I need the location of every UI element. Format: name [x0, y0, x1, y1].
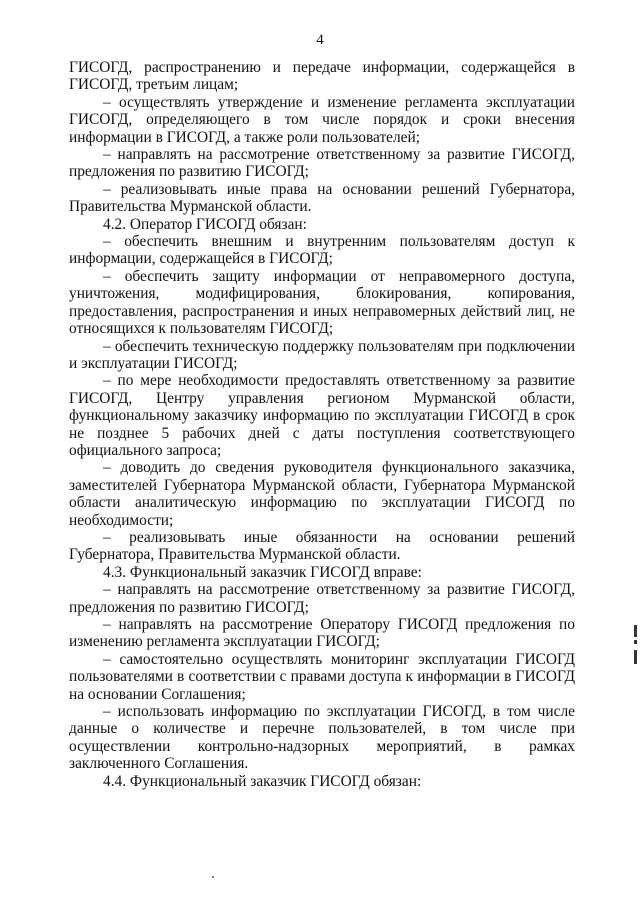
list-item: – доводить до сведения руководителя функционального заказчика, заместителей Губернатора Мурманской области, Губернатора Мурманской области аналитическую информацию по эксплуатации ГИСОГД по необходимости; [69, 459, 575, 529]
list-item: – использовать информацию по эксплуатации ГИСОГД, в том числе данные о количестве и перечне пользователей, в том числе при осуществлении контрольно-надзорных мероприятий, в рамках заключенного Соглашения. [69, 703, 575, 773]
list-item: – обеспечить внешним и внутренним пользователям доступ к информации, содержащейся в ГИСОГД; [69, 233, 575, 268]
section-heading-4-2: 4.2. Оператор ГИСОГД обязан: [103, 215, 307, 233]
page-number: 4 [316, 32, 324, 48]
list-item: – по мере необходимости предоставлять ответственному за развитие ГИСОГД, Центру управления регионом Мурманской области, функциональному заказчику информацию по эксплуатации ГИСОГД в срок не позднее 5 рабочих дней с даты поступления соответствующего официального запроса; [69, 372, 575, 459]
list-item: – направлять на рассмотрение ответственному за развитие ГИСОГД, предложения по развитию ГИСОГД; [69, 581, 575, 616]
scan-edge-mark [634, 625, 637, 637]
list-item: – обеспечить техническую поддержку пользователям при подключении и эксплуатации ГИСОГД; [69, 337, 575, 372]
list-item: – самостоятельно осуществлять мониторинг эксплуатации ГИСОГД пользователями в соответствии с правами доступа к информации в ГИСОГД на основании Соглашения; [69, 650, 575, 703]
scan-speck [212, 876, 214, 878]
list-item: – направлять на рассмотрение ответственному за развитие ГИСОГД, предложения по развитию ГИСОГД; [69, 146, 575, 181]
list-item: – обеспечить защиту информации от неправомерного доступа, уничтожения, модифицирования, блокирования, копирования, предоставления, распространения и иных неправомерных действий лиц, не относящихся к пользователям ГИСОГД; [69, 267, 575, 338]
document-body [69, 59, 575, 790]
list-item: – реализовывать иные права на основании решений Губернатора, Правительства Мурманской области. [69, 180, 575, 216]
paragraph-continuation: ГИСОГД, распространению и передаче информации, содержащейся в ГИСОГД, третьим лицам; [69, 59, 575, 94]
section-heading-4-4: 4.4. Функциональный заказчик ГИСОГД обязан: [103, 772, 422, 790]
list-item: – направлять на рассмотрение Оператору ГИСОГД предложения по изменению регламента эксплуатации ГИСОГД; [69, 616, 575, 651]
scan-edge-mark [634, 650, 637, 664]
section-heading-4-3: 4.3. Функциональный заказчик ГИСОГД вправе: [103, 563, 422, 581]
list-item: – реализовывать иные обязанности на основании решений Губернатора, Правительства Мурманской области. [69, 528, 575, 564]
scan-edge-mark [634, 640, 637, 644]
list-item: – осуществлять утверждение и изменение регламента эксплуатации ГИСОГД, определяющего в том числе порядок и сроки внесения информации в ГИСОГД, а также роли пользователей; [69, 93, 575, 146]
